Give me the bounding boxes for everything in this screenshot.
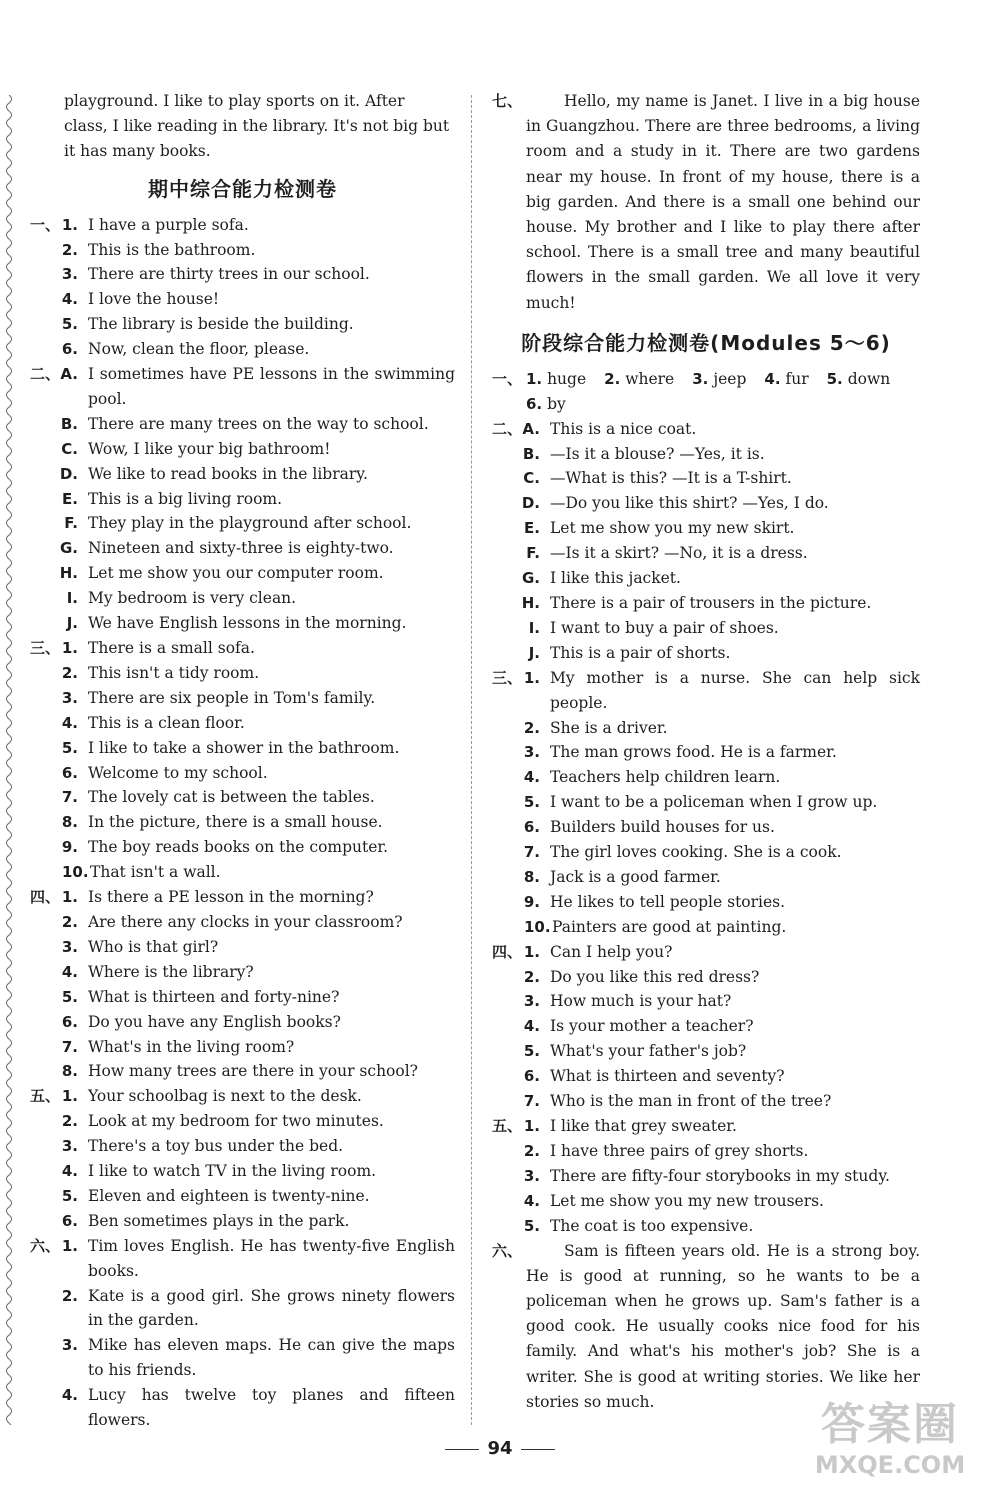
answer-item [30,312,455,337]
item-number: 1. [523,1117,540,1136]
item-text: Let me show you my new trousers. [550,1191,824,1210]
section-one [492,367,920,417]
answer-item [492,566,920,591]
item-text: Nineteen and sixty-three is eighty-two. [88,539,394,558]
section-label: 五、 [492,1117,523,1136]
answer-item [30,686,455,711]
item-number: G. [521,569,540,588]
answer-item [492,765,920,790]
answer-item [492,1039,920,1064]
section-label: 四、 [492,942,523,961]
item-number: 8. [523,867,540,886]
answer-item [492,790,920,815]
item-text: Teachers help children learn. [550,768,781,787]
item-number: 2. [61,1112,78,1131]
item-text: I like that grey sweater. [550,1117,737,1136]
item-text: Jack is a good farmer. [550,867,721,886]
answer-item [492,616,920,641]
item-text: There are six people in Tom's family. [88,688,376,707]
item-text: The library is beside the building. [88,315,354,334]
item-number: D. [59,464,78,483]
item-text: The boy reads books on the computer. [88,838,389,857]
item-number: 4. [61,713,78,732]
answer-item [30,835,455,860]
item-number: 4. [764,369,781,388]
watermark-url: MXQE.COM [814,1451,966,1479]
item-text: How much is your hat? [550,992,732,1011]
item-text: My mother is a nurse. She can help sick people. [550,668,920,712]
watermark-logo [790,1400,990,1488]
answer-item [492,940,920,965]
answer-item [492,716,920,741]
item-number: 5. [523,1216,540,1235]
answer-item [492,915,920,940]
item-text: We have English lessons in the morning. [88,614,407,633]
item-text: This is the bathroom. [88,240,256,259]
section-label: 六、 [492,1241,523,1260]
item-number: 6. [526,394,543,413]
item-text: What's your father's job? [550,1042,747,1061]
answer-item [492,491,920,516]
item-number: 2. [523,967,540,986]
item-text: The coat is too expensive. [550,1216,754,1235]
item-text: This is a big living room. [88,489,283,508]
item-number: 6. [61,1211,78,1230]
item-text: Mike has eleven maps. He can give the maps to his friends. [88,1336,455,1380]
answer-item [492,1189,920,1214]
item-text: There is a pair of trousers in the picture. [550,593,872,612]
answer-item [492,466,920,491]
intro-line: class, I like reading in the library. It's not big but [64,117,450,136]
answer-item [492,1014,920,1039]
item-number: 6. [61,1012,78,1031]
item-text: Do you have any English books? [88,1012,341,1031]
item-number: 8. [61,1062,78,1081]
item-text: There are many trees on the way to school. [88,414,429,433]
answer-item [492,1089,920,1114]
item-number: 1. [61,1087,78,1106]
answer-item [30,437,455,462]
item-number: 6. [523,818,540,837]
answer-item [492,1114,920,1139]
answer-item [492,541,920,566]
item-text: I want to buy a pair of shoes. [550,618,779,637]
item-text: Kate is a good girl. She grows ninety flowers in the garden. [88,1286,455,1330]
item-text: This is a pair of shorts. [550,643,731,662]
item-text: There are thirty trees in our school. [88,265,370,284]
item-text: Look at my bedroom for two minutes. [88,1112,384,1131]
item-number: 2. [61,240,78,259]
item-text: down [847,369,891,388]
section-label: 六、 [30,1236,61,1255]
item-number: 3. [523,1166,540,1185]
section-label: 一、 [492,369,523,388]
item-text: There's a toy bus under the bed. [88,1137,344,1156]
item-number: J. [528,643,540,662]
item-text: What is thirteen and forty-nine? [88,987,340,1006]
vocabulary-word [526,370,586,388]
item-number: 5. [61,987,78,1006]
section-label: 二、 [492,419,523,438]
item-text: Now, clean the floor, please. [88,340,310,359]
answer-item [492,740,920,765]
item-number: 5. [61,1186,78,1205]
item-number: 6. [61,340,78,359]
item-text: Ben sometimes plays in the park. [88,1211,350,1230]
item-number: 3. [61,688,78,707]
answer-item [30,213,455,238]
item-number: 3. [692,369,709,388]
item-number: 1. [526,369,543,388]
item-text: How many trees are there in your school? [88,1062,418,1081]
vocabulary-word [827,370,891,388]
section-label: 一、 [30,215,61,234]
answer-item [30,262,455,287]
left-margin-wavy-line [3,95,15,1425]
item-number: F. [526,544,540,563]
item-number: 7. [523,1092,540,1111]
answer-item [30,1333,455,1383]
item-text: He likes to tell people stories. [550,892,786,911]
item-number: 4. [61,1162,78,1181]
answer-item [30,761,455,786]
answer-item [492,1164,920,1189]
item-number: F. [64,514,78,533]
answer-item [30,536,455,561]
item-number: 7. [523,843,540,862]
item-text: This is a nice coat. [550,419,697,438]
section-seven [492,89,920,316]
answer-item [30,711,455,736]
item-text: Who is that girl? [88,937,219,956]
answer-item [30,1234,455,1284]
item-number: 4. [61,290,78,309]
item-number: E. [62,489,78,508]
answer-item [30,736,455,761]
item-text: She is a driver. [550,718,668,737]
item-number: 3. [523,992,540,1011]
answer-item [30,412,455,437]
vocabulary-word [604,370,674,388]
item-number: 2. [61,912,78,931]
item-number: A. [60,365,78,384]
item-text: My bedroom is very clean. [88,589,297,608]
answer-item [30,960,455,985]
item-number: B. [60,414,78,433]
item-text: Welcome to my school. [88,763,268,782]
item-text: Wow, I like your big bathroom! [88,439,331,458]
item-number: 6. [61,763,78,782]
intro-line: it has many books. [64,142,211,161]
answer-item [492,442,920,467]
item-text: —Is it a skirt? —No, it is a dress. [550,544,808,563]
item-number: 2. [61,1286,78,1305]
item-number: C. [61,439,78,458]
section-label: 三、 [30,639,61,658]
answer-item [30,1035,455,1060]
item-text: This isn't a tidy room. [88,663,260,682]
item-number: 3. [61,1137,78,1156]
item-text: I have a purple sofa. [88,215,249,234]
answer-item [30,487,455,512]
item-number: I. [528,618,540,637]
answer-item [30,1134,455,1159]
item-number: E. [524,519,540,538]
right-answer-sections [492,417,920,1239]
item-number: 1. [61,888,78,907]
answer-item [30,636,455,661]
item-text: We like to read books in the library. [88,464,368,483]
item-text: They play in the playground after school. [88,514,412,533]
item-text: The man grows food. He is a farmer. [550,743,837,762]
left-intro-paragraph [30,89,455,165]
stage-test-title: 阶段综合能力检测卷(Modules 5～6) [521,330,891,355]
answer-item [492,1064,920,1089]
item-text: —What is this? —It is a T-shirt. [550,469,792,488]
item-number: 3. [61,1336,78,1355]
item-text: Is there a PE lesson in the morning? [88,888,374,907]
item-number: 5. [61,738,78,757]
section-label: 三、 [492,668,523,687]
item-text: Tim loves English. He has twenty-five English books. [88,1236,455,1280]
answer-item [492,666,920,716]
item-number: 4. [523,768,540,787]
answer-item [30,586,455,611]
item-number: 2. [523,1141,540,1160]
item-number: D. [521,494,540,513]
answer-item [492,840,920,865]
item-number: 3. [61,937,78,956]
item-number: 5. [523,793,540,812]
item-number: 9. [61,838,78,857]
item-number: 5. [523,1042,540,1061]
answer-item [30,462,455,487]
item-text: Eleven and eighteen is twenty-nine. [88,1186,370,1205]
item-text: Do you like this red dress? [550,967,760,986]
item-number: 7. [61,1037,78,1056]
item-text: I sometimes have PE lessons in the swimming pool. [88,365,455,408]
item-text: I like to take a shower in the bathroom. [88,738,400,757]
section-label: 二、 [30,365,61,384]
section-six-passage: Sam is fifteen years old. He is a strong boy. He is good at running, so he wants to be a policeman when he grows up. Sam's father is a good cook. He usually cooks nice food for his family. And what's his mother's job? She is a writer. She is good at writing stories. We like her stories so much. [526,1241,920,1411]
item-number: 10. [524,917,551,936]
right-column [492,89,920,1415]
vocabulary-answers [492,367,920,392]
answer-item [492,417,920,442]
item-number: A. [522,419,540,438]
item-text: I have three pairs of grey shorts. [550,1141,809,1160]
item-text: What is thirteen and seventy? [550,1067,785,1086]
answer-item [30,561,455,586]
item-number: 10. [62,863,89,882]
item-text: huge [547,369,587,388]
answer-item [30,1084,455,1109]
item-text: There is a small sofa. [88,639,255,658]
item-text: The girl loves cooking. She is a cook. [550,843,842,862]
vocabulary-word [764,370,808,388]
answer-item [30,1159,455,1184]
item-text: by [547,394,566,413]
item-text: Can I help you? [550,942,673,961]
answer-item [30,935,455,960]
item-text: Who is the man in front of the tree? [550,1092,832,1111]
item-text: Where is the library? [88,962,254,981]
item-text: That isn't a wall. [90,863,221,882]
item-number: 4. [61,962,78,981]
item-text: I like to watch TV in the living room. [88,1162,377,1181]
item-text: This is a clean floor. [88,713,245,732]
item-number: 1. [523,668,540,687]
item-number: B. [522,444,540,463]
item-number: 2. [523,718,540,737]
answer-item [492,865,920,890]
answer-item [492,890,920,915]
item-number: 9. [523,892,540,911]
item-text: fur [785,369,809,388]
answer-item [492,1214,920,1239]
vocabulary-word [692,370,746,388]
item-number: 1. [61,639,78,658]
answer-item [492,641,920,666]
item-number: 4. [523,1191,540,1210]
intro-line: playground. I like to play sports on it. After [64,92,405,110]
answer-item [30,1010,455,1035]
answer-item [30,985,455,1010]
item-number: 5. [61,315,78,334]
item-number: H. [59,564,78,583]
answer-item [30,1284,455,1334]
section-label: 四、 [30,888,61,907]
item-text: The lovely cat is between the tables. [88,788,375,807]
section-label: 七、 [492,92,523,110]
item-number: 1. [523,942,540,961]
answer-item [30,785,455,810]
item-number: 4. [523,1017,540,1036]
answer-item [30,1184,455,1209]
item-text: Is your mother a teacher? [550,1017,754,1036]
midterm-test-title: 期中综合能力检测卷 [148,176,337,201]
item-text: jeep [713,369,747,388]
answer-item [30,1209,455,1234]
item-text: Let me show you my new skirt. [550,519,795,538]
item-text: Builders build houses for us. [550,818,775,837]
answer-item [30,1383,455,1433]
item-number: C. [523,469,540,488]
item-number: 3. [61,265,78,284]
answer-item [30,511,455,536]
item-number: H. [521,593,540,612]
item-number: G. [59,539,78,558]
item-text: —Do you like this shirt? —Yes, I do. [550,494,829,513]
item-number: 5. [826,369,843,388]
item-number: 3. [523,743,540,762]
answer-item [30,810,455,835]
item-text: I want to be a policeman when I grow up. [550,793,878,812]
item-number: J. [66,614,78,633]
section-six [492,1239,920,1415]
answer-item [30,362,455,412]
answer-item [30,337,455,362]
answer-item [30,885,455,910]
section-seven-passage: Hello, my name is Janet. I live in a big house in Guangzhou. There are three bedrooms, a living room and a study in it. There are two gardens near my house. In front of my house, there is a big garden. And there is a small one behind our house. My brother and I like to play there after school. There is a small tree and many beautiful flowers in the small garden. We all love it very much! [526,92,920,312]
answer-item [30,287,455,312]
answer-item [30,661,455,686]
item-number: 6. [523,1067,540,1086]
item-text: In the picture, there is a small house. [88,813,383,832]
section-label: 五、 [30,1087,61,1106]
answer-item [30,238,455,263]
answer-item [30,1059,455,1084]
answer-item [30,860,455,885]
item-text: What's in the living room? [88,1037,295,1056]
item-text: where [625,369,675,388]
item-number: 2. [61,663,78,682]
item-number: 8. [61,813,78,832]
answer-item [492,989,920,1014]
answer-item [492,815,920,840]
left-column [30,89,455,1433]
item-text: I like this jacket. [550,569,681,588]
item-number: 4. [61,1386,78,1405]
item-number: 7. [61,788,78,807]
item-text: Let me show you our computer room. [88,564,384,583]
watermark-text: 答案圈 [821,1399,959,1450]
answer-item [30,1109,455,1134]
item-text: I love the house! [88,290,220,309]
answer-item [492,516,920,541]
answer-item [30,910,455,935]
vocabulary-answer-last [492,392,920,417]
item-number: I. [66,589,78,608]
item-number: 1. [61,215,78,234]
answer-item [492,965,920,990]
item-number: 2. [604,369,621,388]
item-text: Painters are good at painting. [552,917,787,936]
answer-item [492,1139,920,1164]
left-answer-sections [30,213,455,1433]
item-text: Lucy has twelve toy planes and fifteen flowers. [88,1386,455,1430]
item-text: There are fifty-four storybooks in my study. [550,1166,890,1185]
item-text: —Is it a blouse? —Yes, it is. [550,444,765,463]
answer-item [30,611,455,636]
page-number: 94 [487,1438,513,1459]
answer-item [492,591,920,616]
column-divider [471,95,472,1425]
item-number: 1. [61,1236,78,1255]
item-text: Your schoolbag is next to the desk. [88,1087,362,1106]
item-text: Are there any clocks in your classroom? [88,912,403,931]
